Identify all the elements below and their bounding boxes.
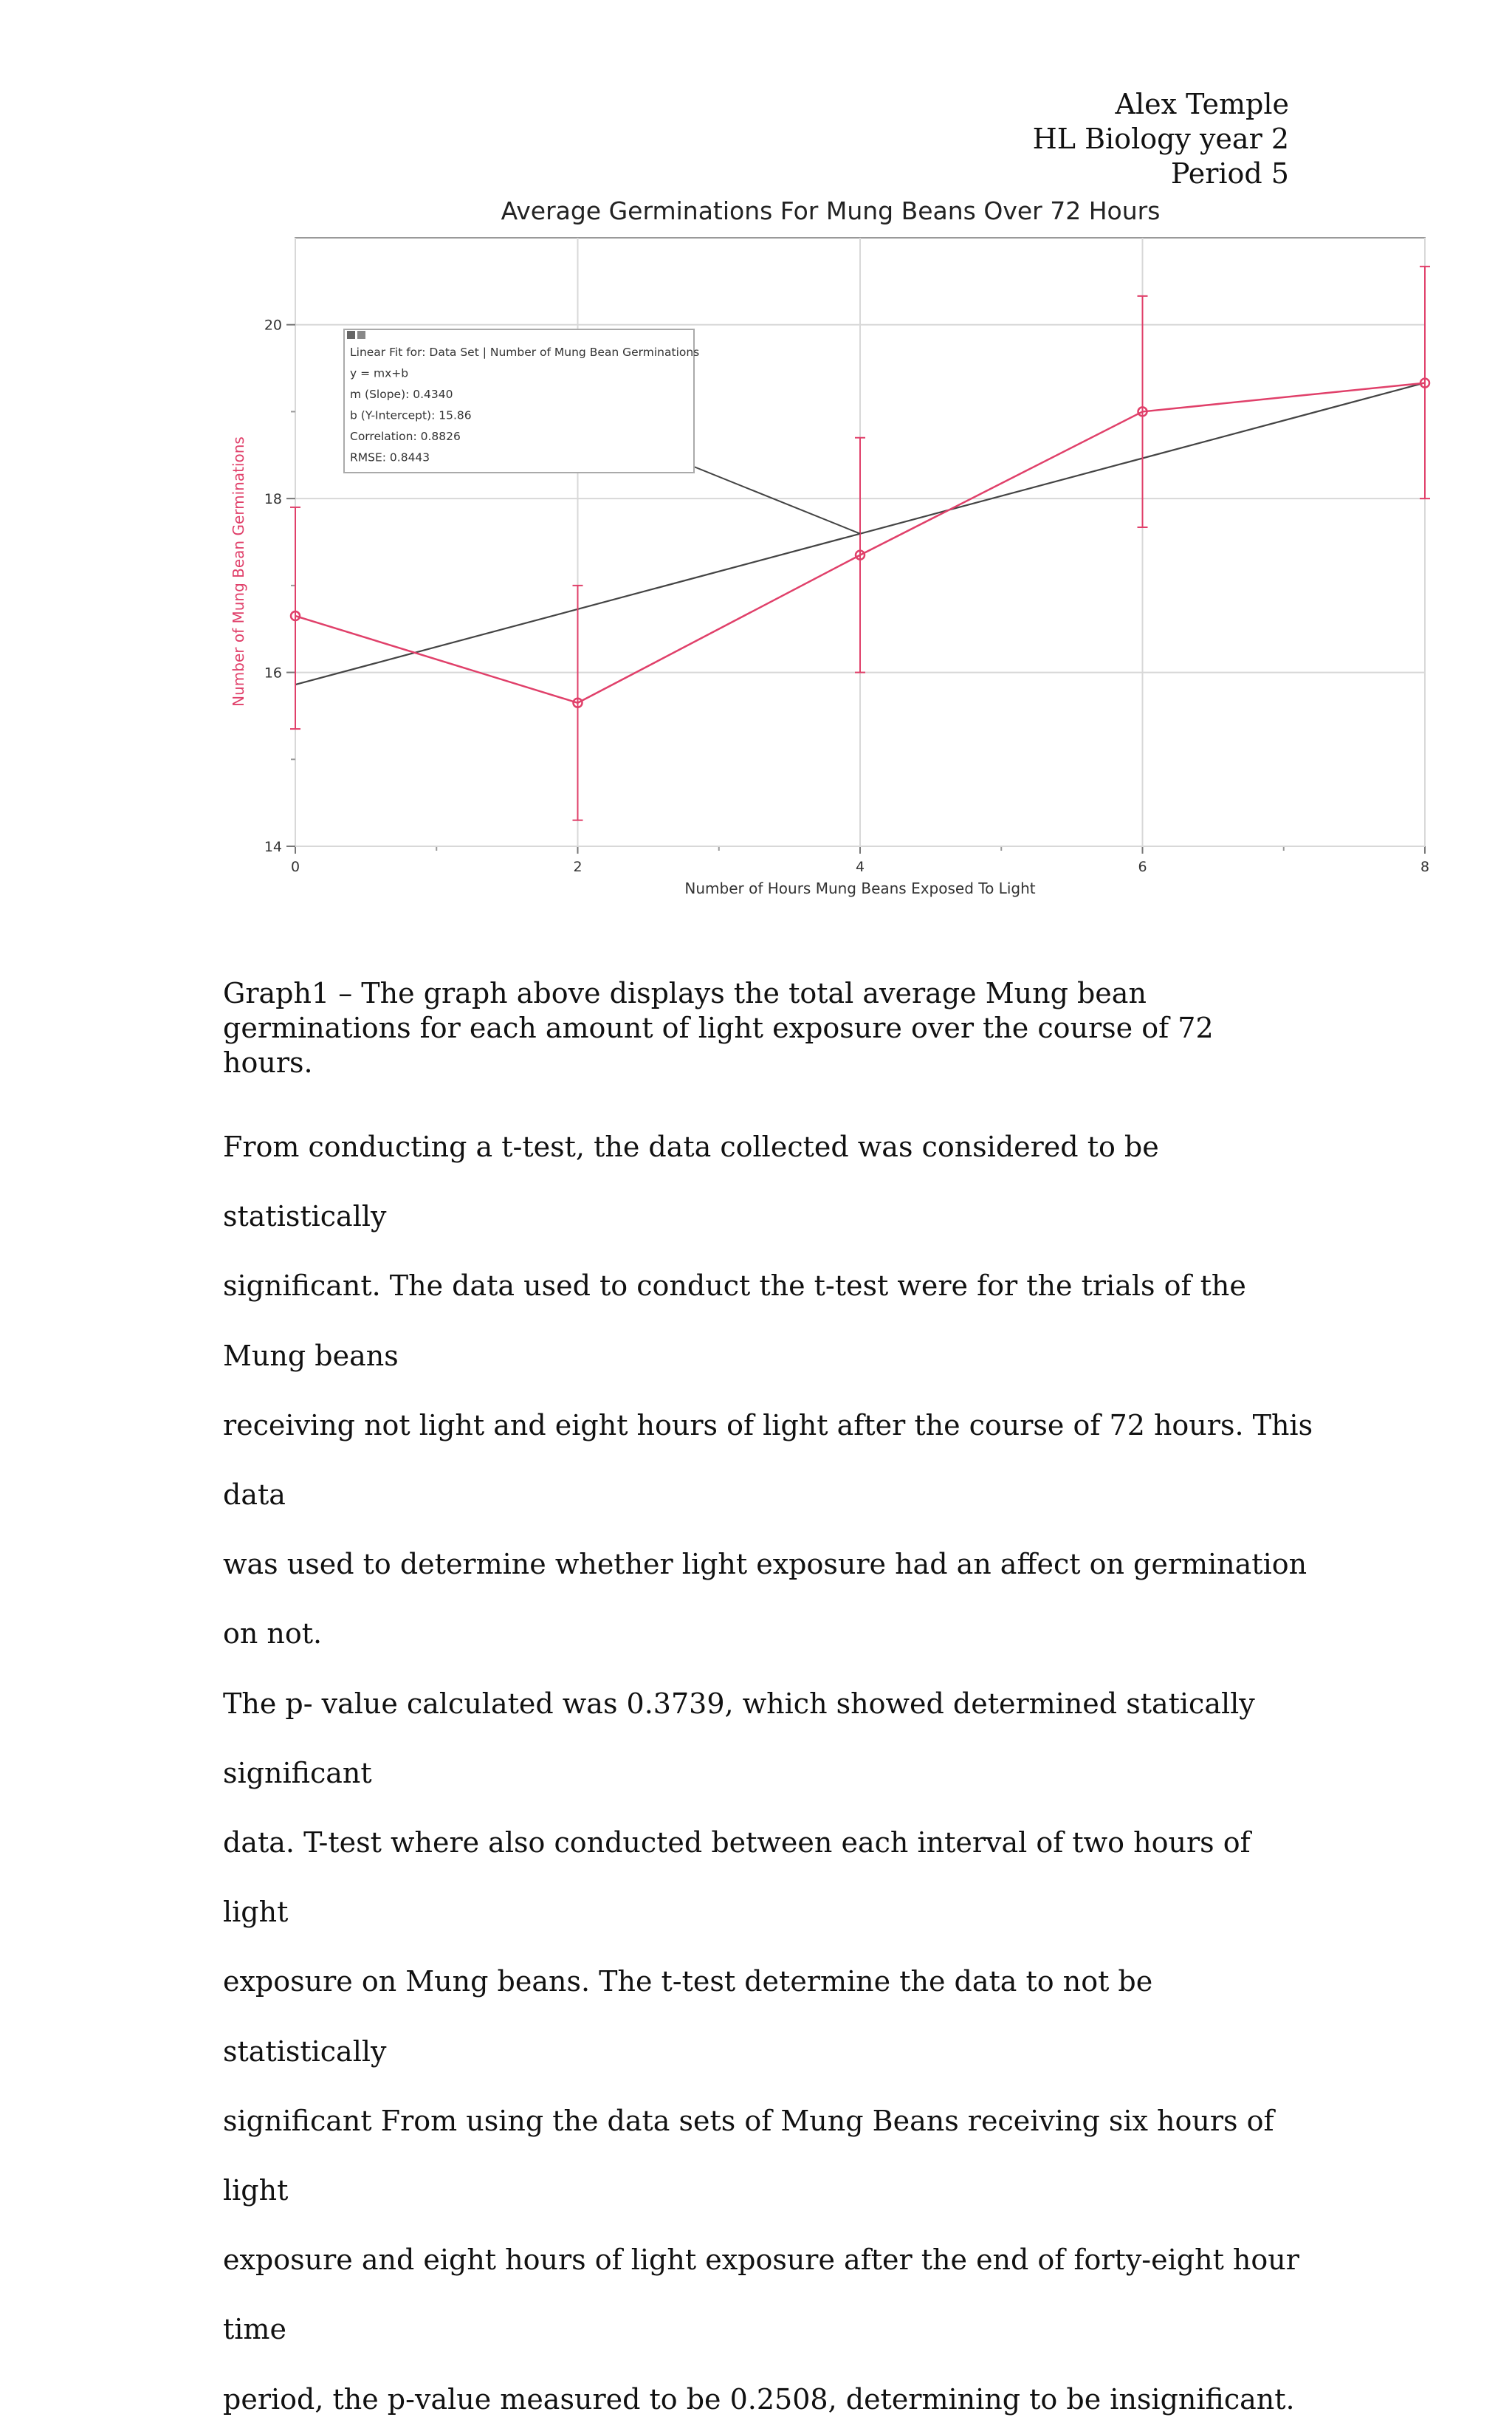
fit-box-options-icon	[357, 331, 365, 339]
class-period: Period 5	[1170, 157, 1289, 190]
body-line: From conducting a t-test, the data collected was considered to be statistically	[223, 1131, 1159, 1233]
germination-chart	[0, 0, 1512, 930]
chart-title: Average Germinations For Mung Beans Over 72 Hours	[501, 196, 1161, 225]
x-tick-label: 0	[290, 859, 300, 875]
body-line: data. T-test where also conducted between each interval of two hours of light	[223, 1826, 1251, 1929]
fit-info-line: y = mx+b	[350, 366, 409, 380]
x-axis-label: Number of Hours Mung Beans Exposed To Light	[684, 880, 1036, 897]
body-line: significant From using the data sets of Mung Beans receiving six hours of light	[223, 2104, 1274, 2207]
author-name: Alex Temple	[1115, 88, 1289, 120]
y-axis-label: Number of Mung Bean Germinations	[230, 436, 247, 707]
y-tick-label: 20	[264, 317, 282, 334]
body-line: The p- value calculated was 0.3739, which showed determined statically significant	[223, 1687, 1255, 1789]
fit-info-line: Correlation: 0.8826	[350, 430, 461, 443]
course-name: HL Biology year 2	[1032, 123, 1289, 155]
x-tick-label: 6	[1138, 859, 1147, 875]
fit-info-line: RMSE: 0.8443	[350, 450, 430, 464]
fit-box-close-icon	[347, 331, 355, 339]
x-tick-label: 2	[573, 859, 583, 875]
y-tick-label: 18	[264, 491, 282, 508]
body-line: receiving not light and eight hours of light after the course of 72 hours. This data	[223, 1408, 1313, 1512]
fit-box-leader	[694, 467, 860, 534]
body-line: exposure and eight hours of light exposure after the end of forty-eight hour time	[223, 2243, 1299, 2346]
body-line: period, the p-value measured to be 0.2508, determining to be insignificant.	[223, 2382, 1295, 2416]
body-line: exposure on Mung beans. The t-test determine the data to not be statistically	[223, 1965, 1153, 2068]
body-line: significant. The data used to conduct the t-test were for the trials of the Mung beans	[223, 1269, 1246, 1372]
x-tick-label: 8	[1420, 859, 1430, 875]
y-tick-label: 16	[264, 665, 282, 682]
graph-caption: Graph1 – The graph above displays the total average Mung bean germinations for each amount of light exposure over the course of 72 hours.	[223, 977, 1214, 1079]
fit-info-line: Linear Fit for: Data Set | Number of Mung Bean Germinations	[350, 346, 700, 359]
y-tick-label: 14	[264, 839, 282, 855]
fit-info-line: b (Y-Intercept): 15.86	[350, 408, 472, 422]
body-line: was used to determine whether light exposure had an affect on germination on not.	[223, 1548, 1307, 1650]
fit-info-line: m (Slope): 0.4340	[350, 388, 453, 401]
x-tick-label: 4	[855, 859, 865, 875]
analysis-text	[223, 1112, 1316, 2434]
